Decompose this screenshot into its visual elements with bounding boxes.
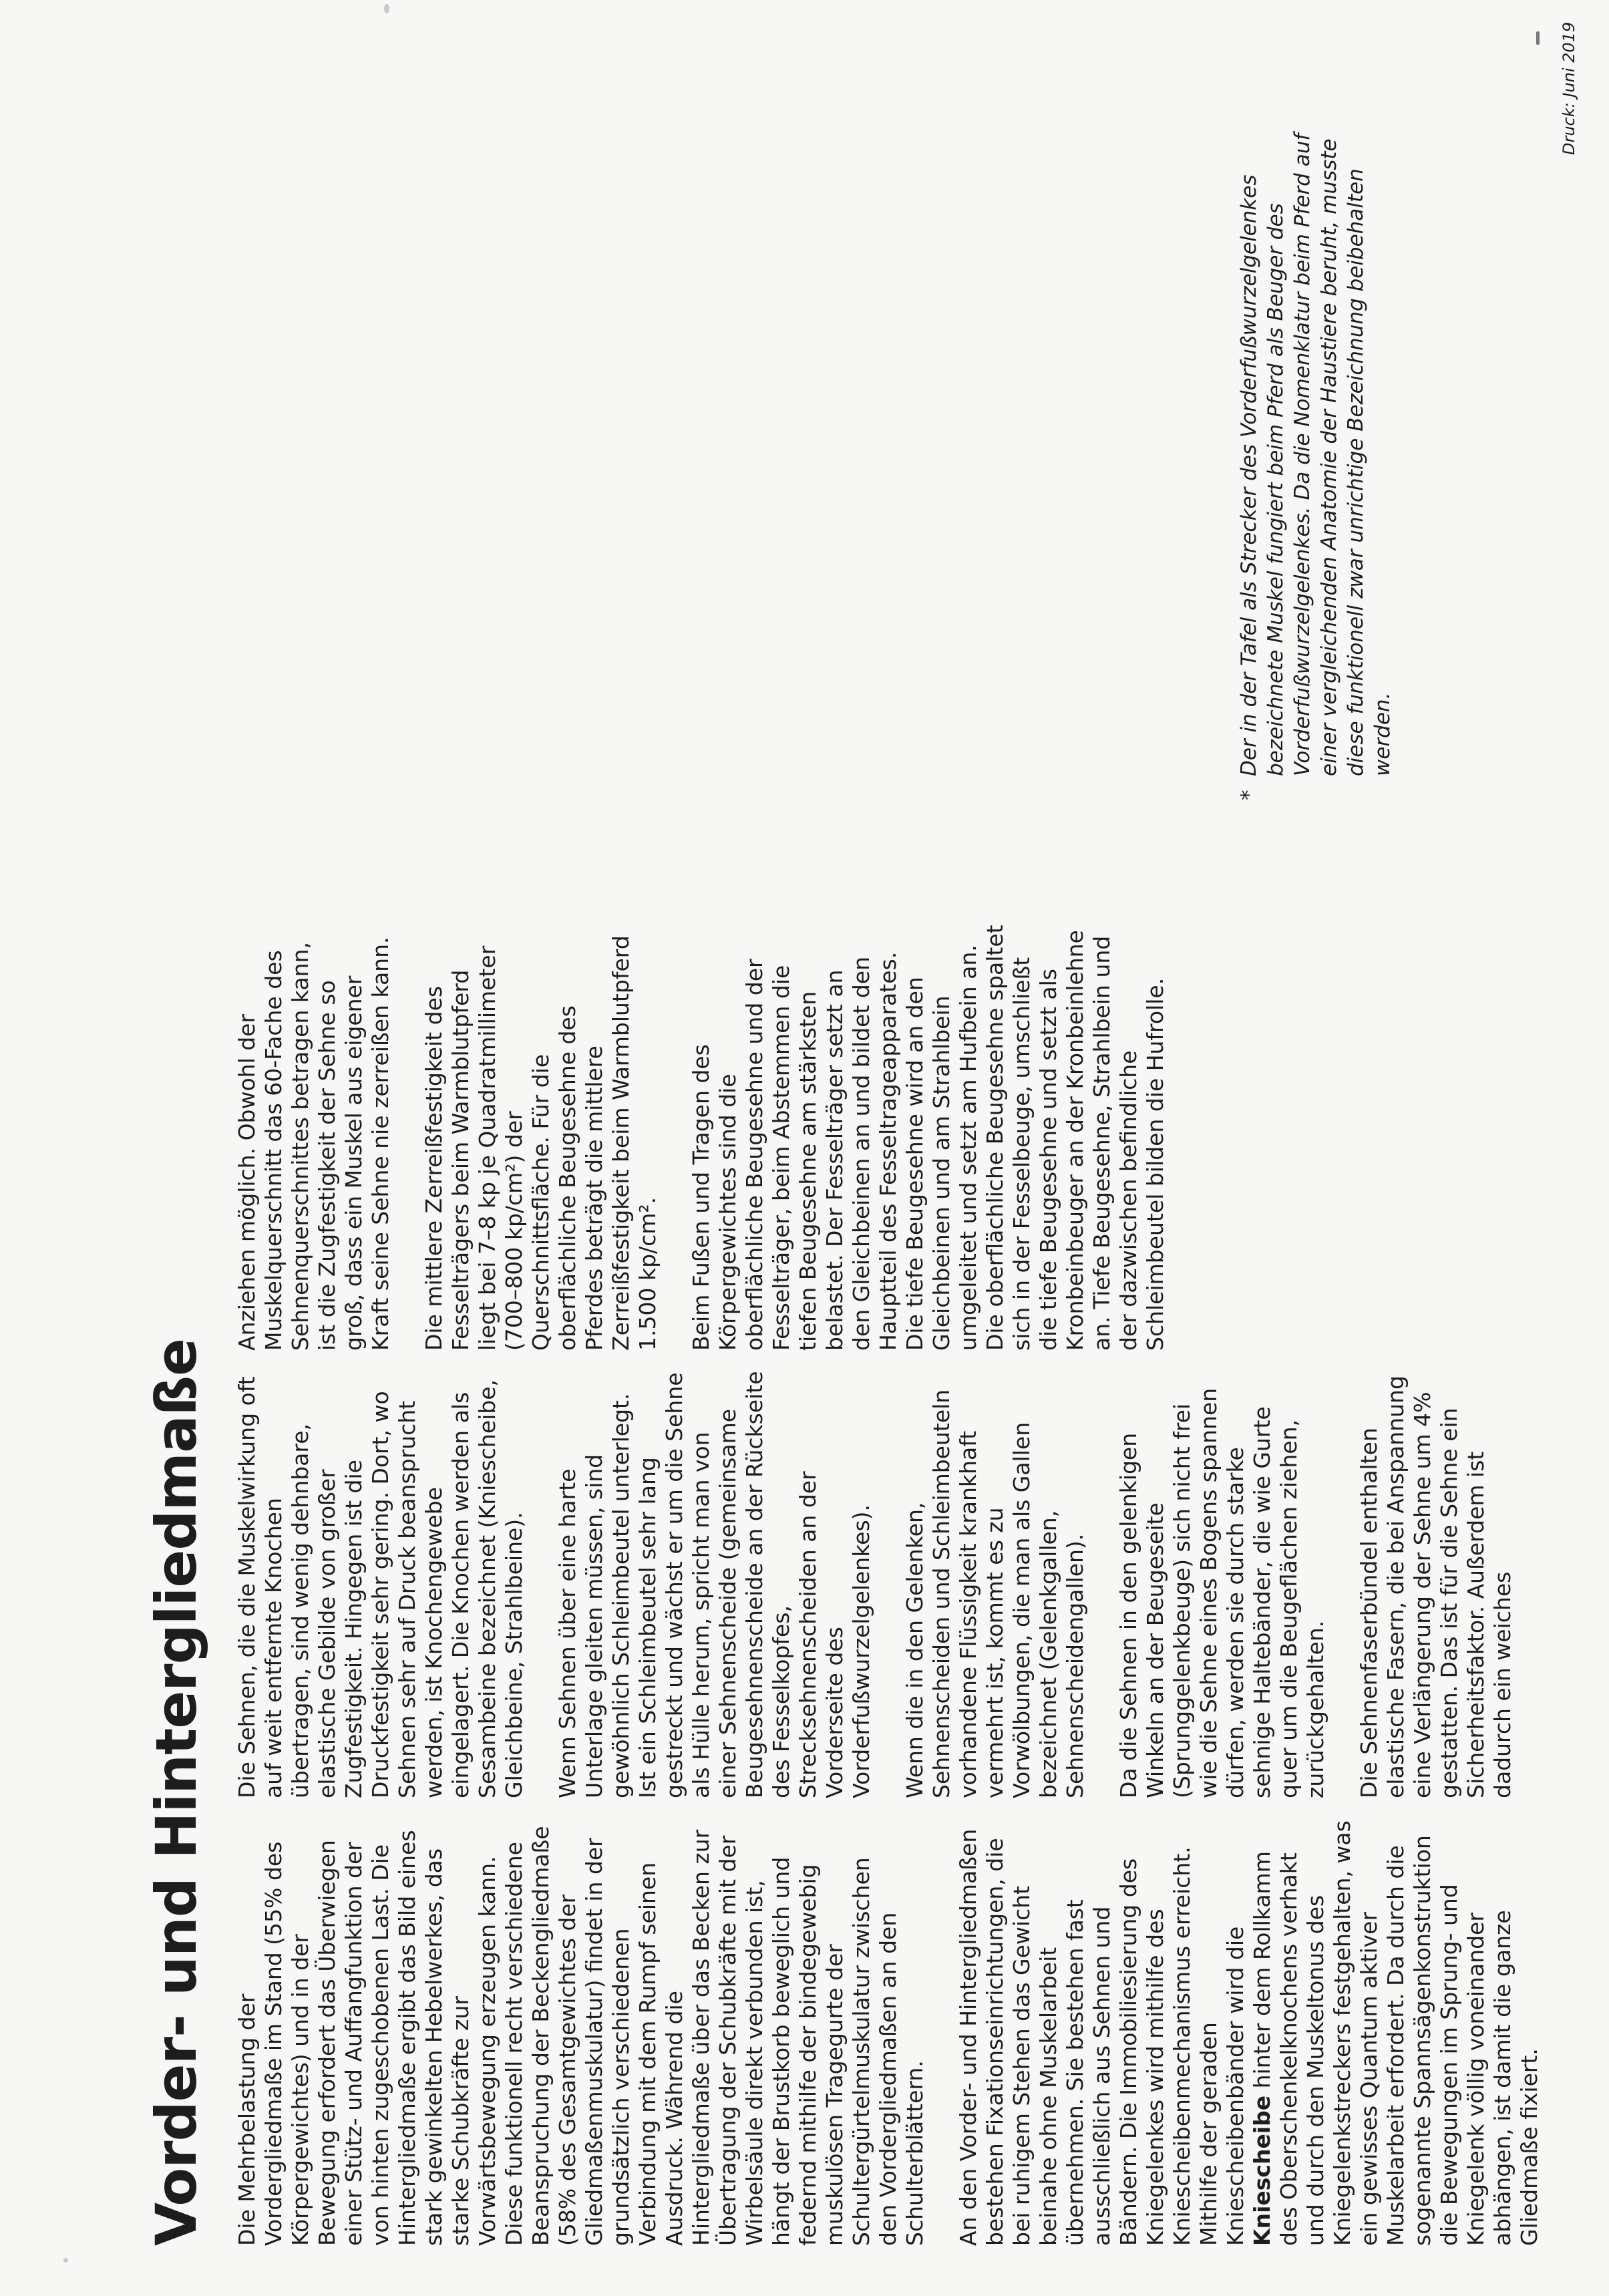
paragraph: Die mittlere Zerreißfestigkeit des Fesselträgers beim Warmblutpferd liegt bei 7–8 kp je Quadratmillimeter (700–800 kp/cm²) der Querschnittsfläche. Für die oberflächliche Beugesehne des Pferdes beträgt die mittlere Zerreißfestigkeit beim Warmblutpferd 1.500 kp/cm². <box>421 935 661 1351</box>
paragraph: Anziehen möglich. Obwohl der Muskelquerschnitt das 60-Fache des Sehnenquerschnittes betragen kann, ist die Zugfestigkeit der Sehne so groß, dass ein Muskel aus eigener Kraft seine Sehne nie zerreißen kann. <box>234 937 393 1351</box>
print-date: Druck: Juni 2019 <box>1560 21 1578 155</box>
scan-speck <box>63 2258 68 2263</box>
text-column-1 <box>234 1818 1570 2246</box>
paragraph: Da die Sehnen in den gelenkigen Winkeln an der Beugeseite (Sprunggelenkbeuge) sich nicht frei wie die Sehne eines Bogens spannen dürfen, werden sie durch starke sehnige Haltebänder, die wie Gurte quer um die Beugeflächen ziehen, zurückgehalten. <box>1115 1387 1328 1798</box>
paragraph: Die Sehnen, die die Muskelwirkung oft auf weit entfernte Knochen übertragen, sind wenig dehnbare, elastische Gebilde von großer Zugfestigkeit. Hingegen ist die Druckfestigkeit sehr gering. Dort, wo Sehnen sehr auf Druck beansprucht werden, ist Knochengewebe eingelagert. Die Knochen werden als Sesambeine bezeichnet (Kniescheibe, Gleichbeine, Strahlbeine). <box>234 1376 527 1798</box>
page-title: Vorder- und Hintergliedmaße <box>144 1338 209 2246</box>
paragraph: Wenn die in den Gelenken, Sehnenscheiden und Schleimbeuteln vorhandene Flüssigkeit krankhaft vermehrt ist, kommt es zu Vorwölbungen, die man als Gallen bezeichnet (Gelenkgallen, Sehnenscheidengallen). <box>902 1389 1088 1798</box>
text-column-3 <box>234 923 1570 1351</box>
paragraph: Beim Fußen und Tragen des Körpergewichtes sind die oberflächliche Beugesehne und der Fesselträger, beim Abstemmen die tiefen Beugesehne am stärksten belastet. Der Fesselträger setzt an den Gleichbeinen an und bildet den Hauptteil des Fesseltrageapparates. Die tiefe Beugesehne wird an den Gleichbeinen und am Strahlbein umgeleitet und setzt am Hufbein an. Die oberflächliche Beugesehne spaltet sich in der Fesselbeuge, umschließt die tiefe Beugesehne und setzt als Kronbeinbeuger an der Kronbeinlehne an. Tiefe Beugesehne, Strahlbein und der dazwischen befindliche Schleimbeutel bilden die Hufrolle. <box>688 925 1168 1351</box>
scan-edge-mark <box>1536 31 1540 45</box>
bold-term: Kniescheibe <box>1249 2095 1275 2246</box>
footnote <box>1236 102 1583 800</box>
paragraph: Wenn Sehnen über eine harte Unterlage gleiten müssen, sind gewöhnlich Schleimbeutel unterlegt. Ist ein Schleimbeutel sehr lang gestreckt und wächst er um die Sehne als Hülle herum, spricht man von einer Sehnenscheide (gemeinsame Beugesehnenscheide an der Rückseite des Fesselkopfes, Strecksehnenscheiden an der Vorderseite des Vorderfußwurzelgelenkes). <box>554 1371 874 1798</box>
paragraph: An den Vorder- und Hintergliedmaßen bestehen Fixationseinrichtungen, die bei ruhigem Stehen das Gewicht beinahe ohne Muskelarbeit übernehmen. Sie bestehen fast ausschließlich aus Sehnen und Bändern. Die Immobiliesierung des Kniegelenkes wird mithilfe des Kniescheibenmechanismus erreicht. Mithilfe der geraden Kniescheibenbänder wird die Kniescheibe hinter dem Rollkamm des Oberschenkelknochens verhakt und durch den Muskeltonus des Kniegelenkstreckers festgehalten, was ein gewisses Quantum aktiver Muskelarbeit erfordert. Da durch die sogenannte Spannsägenkonstruktion die Bewegungen im Sprung- und Kniegelenk völlig voneinander abhängen, ist damit die ganze Gliedmaße fixiert. <box>955 1820 1542 2246</box>
paragraph: Die Mehrbelastung der Vordergliedmaße im Stand (55% des Körpergewichtes) und in der Bewegung erfordert das Überwiegen einer Stütz- und Auffangfunktion der von hinten zugeschobenen Last. Die Hintergliedmaße ergibt das Bild eines stark gewinkelten Hebelwerkes, das starke Schubkräfte zur Vorwärtsbewegung erzeugen kann. Diese funktionell recht verschiedene Beanspruchung der Beckengliedmaße (58% des Gesamtgewichtes der Gliedmaßenmuskulatur) findet in der grundsätzlich verschiedenen Verbindung mit dem Rumpf seinen Ausdruck. Während die Hintergliedmaße über das Becken zur Übertragung der Schubkräfte mit der Wirbelsäule direkt verbunden ist, hängt der Brustkorb beweglich und federnd mithilfe der bindegewebig muskulösen Tragegurte der Schultergürtelmuskulatur zwischen den Vordergliedmaßen an den Schulterblättern. <box>234 1826 928 2246</box>
text-column-2 <box>234 1371 1570 1798</box>
paragraph: Die Sehnenfaserbündel enthalten elastische Fasern, die bei Anspannung eine Verlängerung der Sehne um 4% gestatten. Das ist für die Sehne ein Sicherheitsfaktor. Außerdem ist dadurch ein weiches <box>1356 1375 1515 1798</box>
scan-speck <box>384 4 389 13</box>
footnote-mark: * <box>1237 790 1261 800</box>
footnote-text: Der in der Tafel als Strecker des Vorderfußwurzelgelenkes bezeichnete Muskel fungiert beim Pferd als Beuger des Vorderfußwurzelgelenkes. Da die Nomenklatur beim Pferd auf einer vergleichenden Anatomie der Haustiere beruht, musste diese funktionell zwar unrichtige Bezeichnung beibehalten werden. <box>1237 133 1395 776</box>
